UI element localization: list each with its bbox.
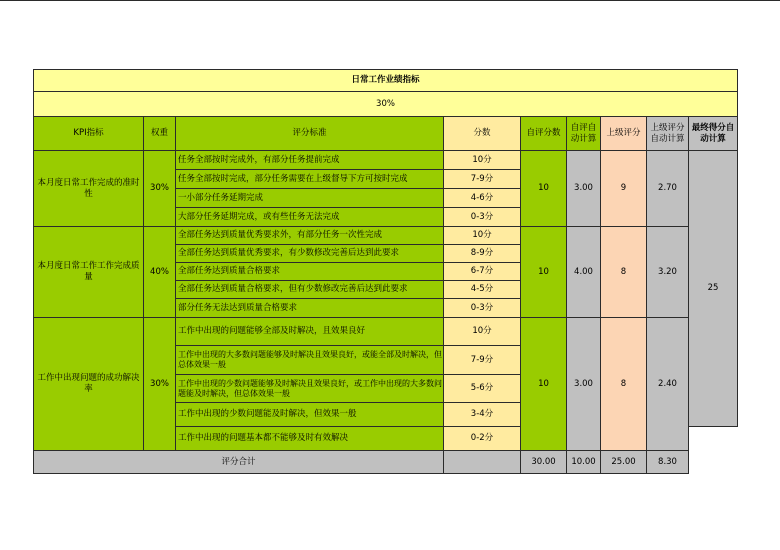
- header-criteria: 评分标准: [176, 117, 444, 151]
- superior-auto-cell: 2.40: [647, 318, 689, 451]
- weight-total: 30%: [34, 92, 738, 117]
- score-range-cell: 0-2分: [444, 427, 521, 451]
- kpi-weight: 40%: [144, 227, 176, 318]
- criterion-cell: 全部任务达到质量合格要求，但有少数修改完善后达到此要求: [176, 281, 444, 299]
- kpi-weight: 30%: [144, 318, 176, 451]
- criterion-cell: 全部任务达到质量合格要求: [176, 263, 444, 281]
- criterion-cell: 大部分任务延期完成，或有些任务无法完成: [176, 208, 444, 227]
- header-superior-score: 上级评分: [601, 117, 647, 151]
- header-superior-auto: 上级评分自动计算: [647, 117, 689, 151]
- kpi-weight: 30%: [144, 151, 176, 227]
- criterion-cell: 工作中出现的问题能够全部及时解决，且效果良好: [176, 318, 444, 346]
- self-score-cell: 10: [521, 151, 567, 227]
- score-range-cell: 6-7分: [444, 263, 521, 281]
- criterion-cell: 任务全部按时完成外，有部分任务提前完成: [176, 151, 444, 170]
- final-score-cell: 25: [689, 151, 738, 427]
- self-score-cell: 10: [521, 227, 567, 318]
- criterion-cell: 一小部分任务延期完成: [176, 189, 444, 208]
- score-range-cell: 7-9分: [444, 170, 521, 189]
- criterion-cell: 全部任务达到质量优秀要求外，有部分任务一次性完成: [176, 227, 444, 245]
- superior-score-cell: 8: [601, 318, 647, 451]
- totals-superior-score: 25.00: [601, 451, 647, 474]
- score-range-cell: 10分: [444, 227, 521, 245]
- header-weight: 权重: [144, 117, 176, 151]
- criterion-cell: 工作中出现的少数问题能够及时解决且效果良好，或工作中出现的大多数问题能及时解决，但总体效果一般: [176, 375, 444, 403]
- totals-self-score: 30.00: [521, 451, 567, 474]
- criterion-cell: 工作中出现的少数问题能及时解决，但效果一般: [176, 403, 444, 427]
- criterion-cell: 工作中出现的问题基本都不能够及时有效解决: [176, 427, 444, 451]
- kpi-name: 本月度日常工作完成的准时性: [34, 151, 144, 227]
- criterion-cell: 工作中出现的大多数问题能够及时解决且效果良好，或能全部及时解决，但总体效果一般: [176, 346, 444, 375]
- score-range-cell: 10分: [444, 151, 521, 170]
- top-border-line: [0, 0, 780, 1]
- header-score: 分数: [444, 117, 521, 151]
- score-range-cell: 8-9分: [444, 245, 521, 263]
- header-final-auto: 最终得分自动计算: [689, 117, 738, 151]
- totals-score-blank: [444, 451, 521, 474]
- totals-superior-auto: 8.30: [647, 451, 689, 474]
- score-range-cell: 3-4分: [444, 403, 521, 427]
- criterion-cell: 全部任务达到质量优秀要求，有少数修改完善后达到此要求: [176, 245, 444, 263]
- sheet-title: 日常工作业绩指标: [34, 70, 738, 92]
- score-range-cell: 10分: [444, 318, 521, 346]
- kpi-name: 工作中出现问题的成功解决率: [34, 318, 144, 451]
- self-auto-cell: 3.00: [567, 318, 601, 451]
- header-self-auto: 自评自动计算: [567, 117, 601, 151]
- score-range-cell: 4-5分: [444, 281, 521, 299]
- header-self-score: 自评分数: [521, 117, 567, 151]
- score-range-cell: 0-3分: [444, 208, 521, 227]
- totals-label: 评分合计: [34, 451, 444, 474]
- superior-score-cell: 8: [601, 227, 647, 318]
- superior-score-cell: 9: [601, 151, 647, 227]
- score-range-cell: 5-6分: [444, 375, 521, 403]
- score-range-cell: 0-3分: [444, 299, 521, 318]
- score-range-cell: 4-6分: [444, 189, 521, 208]
- superior-auto-cell: 2.70: [647, 151, 689, 227]
- self-auto-cell: 4.00: [567, 227, 601, 318]
- header-kpi: KPI指标: [34, 117, 144, 151]
- kpi-name: 本月度日常工作工作完成质量: [34, 227, 144, 318]
- self-score-cell: 10: [521, 318, 567, 451]
- score-range-cell: 7-9分: [444, 346, 521, 375]
- kpi-table: [33, 69, 738, 474]
- self-auto-cell: 3.00: [567, 151, 601, 227]
- criterion-cell: 部分任务无法达到质量合格要求: [176, 299, 444, 318]
- totals-self-auto: 10.00: [567, 451, 601, 474]
- criterion-cell: 任务全部按时完成，部分任务需要在上级督导下方可按时完成: [176, 170, 444, 189]
- superior-auto-cell: 3.20: [647, 227, 689, 318]
